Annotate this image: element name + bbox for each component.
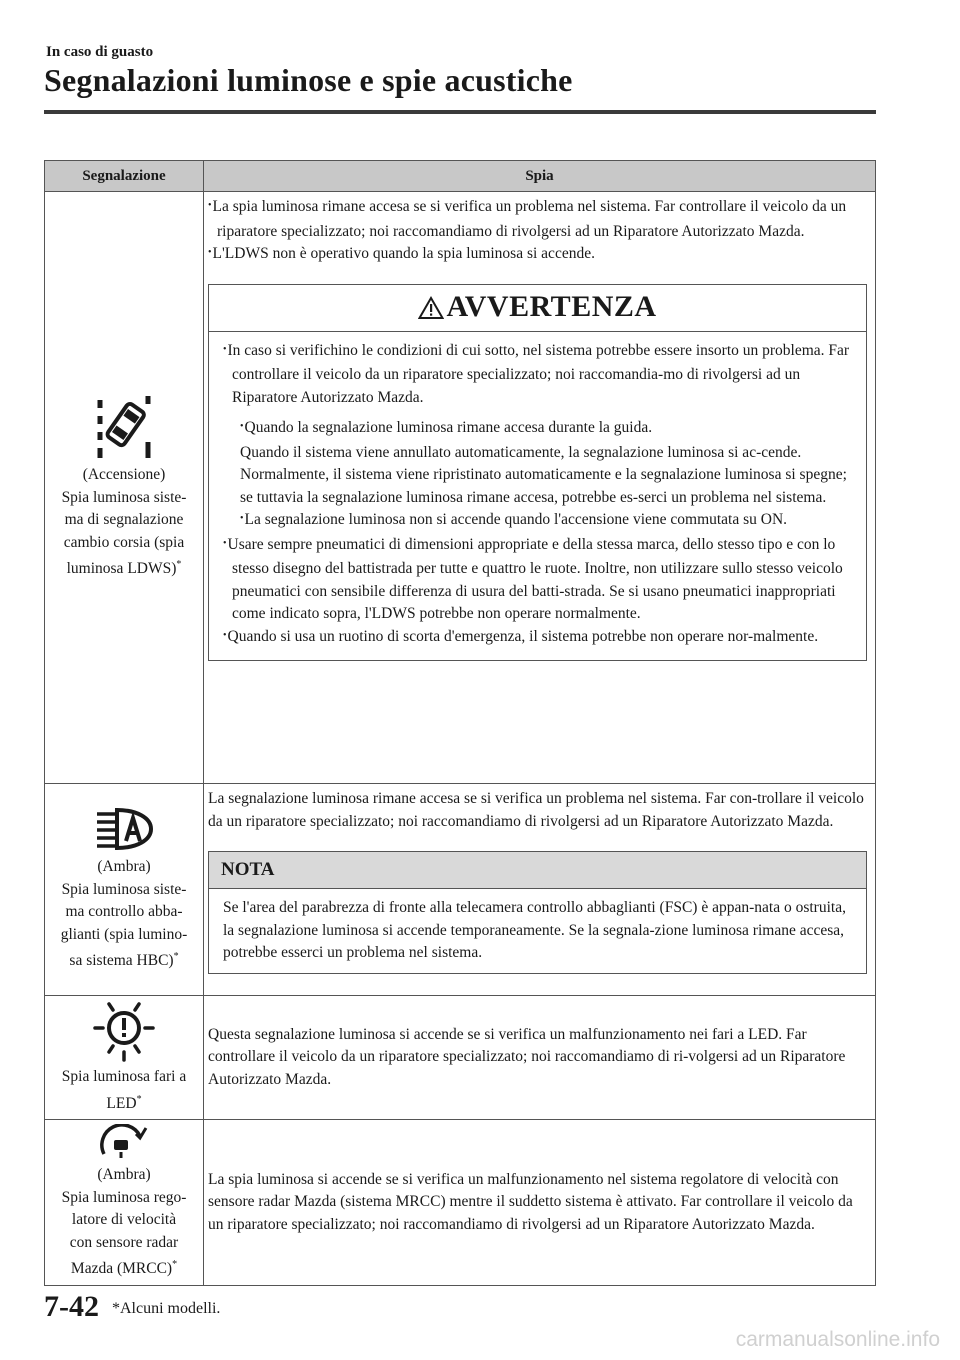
table-row bbox=[45, 192, 876, 784]
radar-cruise-control-icon bbox=[100, 1124, 148, 1160]
watermark: carmanualsonline.info bbox=[735, 1328, 940, 1351]
signal-label bbox=[47, 1164, 201, 1281]
signal-line: Spia luminosa fari a bbox=[61, 1068, 187, 1085]
description-cell bbox=[204, 784, 876, 996]
signal-cell bbox=[45, 192, 204, 784]
signal-line: luminosa LDWS) bbox=[66, 560, 177, 578]
signal-cell bbox=[45, 996, 204, 1120]
signal-label bbox=[47, 1066, 201, 1115]
signal-line: Spia luminosa siste- bbox=[61, 488, 187, 506]
signal-label bbox=[47, 856, 201, 973]
high-beam-control-icon bbox=[93, 806, 155, 852]
bullet-text: L'LDWS non è operativo quando la spia luminosa si accende. bbox=[212, 245, 595, 262]
page-title: Segnalazioni luminose e spie acustiche bbox=[44, 62, 573, 98]
description-text: Questa segnalazione luminosa si accende se si verifica un malfunzionamento nei fari a LED. Far controllare il veicolo da un riparatore specializzato; noi raccomandiamo di ri-volgersi ad un Riparatore Autorizzato Mazda. bbox=[208, 1025, 846, 1088]
section-label: In caso di guasto bbox=[46, 44, 154, 60]
bullet-text: Quando si usa un ruotino di scorta d'emergenza, il sistema potrebbe non operare nor-malmente. bbox=[227, 627, 819, 645]
signal-line: cambio corsia (spia bbox=[63, 533, 185, 551]
signal-line: sa sistema HBC) bbox=[69, 952, 174, 970]
note-box bbox=[208, 851, 867, 974]
led-headlight-warning-icon bbox=[91, 1000, 157, 1062]
bullet-item: •Quando si usa un ruotino di scorta d'emergenza, il sistema potrebbe non operare nor-malmente. bbox=[223, 627, 819, 645]
signal-label bbox=[47, 464, 201, 581]
bullet-text: Usare sempre pneumatici di dimensioni appropriate e della stessa marca, dello stesso tipo e con lo stesso disegno del battistrada per tutte e quattro le ruote. Inoltre, non utilizzare sullo stesso veicolo pneumatici con sensibile differenza di usura del batti-strada. Se si usano pneumatici inappropriati come indicato sopra, l'LDWS potrebbe non operare normalmente. bbox=[227, 535, 843, 622]
signal-line: ma di segnalazione bbox=[64, 511, 184, 529]
signal-line: ma controllo abba- bbox=[65, 903, 183, 921]
table-row bbox=[45, 784, 876, 996]
signal-cell bbox=[45, 784, 204, 996]
col-header-spia: Spia bbox=[204, 161, 876, 192]
signal-line: Mazda (MRCC) bbox=[70, 1260, 173, 1278]
signal-line: LED bbox=[106, 1094, 137, 1112]
bullet-text: Quando la segnalazione luminosa rimane accesa durante la guida. bbox=[244, 419, 653, 436]
table-row bbox=[45, 1120, 876, 1286]
page-number: 7-42 bbox=[44, 1290, 99, 1323]
description-cell bbox=[204, 1120, 876, 1286]
title-rule bbox=[44, 110, 876, 114]
asterisk: * bbox=[176, 559, 182, 571]
table-header-row bbox=[45, 161, 876, 192]
description-text: La segnalazione luminosa rimane accesa se si verifica un problema nel sistema. Far con-trollare il veicolo da un riparatore specializzato; noi raccomandiamo di rivolgersi ad un Riparatore Autorizzato Mazda. bbox=[208, 790, 864, 830]
col-header-signal: Segnalazione bbox=[45, 161, 204, 192]
signal-line: glianti (spia lumino- bbox=[60, 925, 188, 943]
signal-line: (Ambra) bbox=[97, 1166, 151, 1184]
bullet-text: In caso si verifichino le condizioni di cui sotto, nel sistema potrebbe essere insorto un problema. Far controllare il veicolo da un riparatore specializzato; noi raccomandia-mo di rivolgersi ad un Riparatore Autorizzato Mazda. bbox=[227, 341, 850, 406]
sub-bullet-item: •Quando la segnalazione luminosa rimane accesa durante la guida. bbox=[240, 419, 653, 436]
signal-line: Spia luminosa siste- bbox=[61, 880, 187, 898]
bullet-text: La spia luminosa rimane accesa se si verifica un problema nel sistema. Far controllare il veicolo da un riparatore specializzato; noi raccomandiamo di rivolgersi ad un Riparatore Autorizzato Mazda. bbox=[212, 198, 847, 240]
sub-bullet-text: Quando il sistema viene annullato automaticamente, la segnalazione luminosa si ac-cende. Normalmente, il sistema viene ripristinato automaticamente e la segnalazione luminosa si spegne; se tuttavia la segnalazione luminosa rimane accesa, potrebbe es-serci un problema nel sistema. bbox=[240, 443, 847, 506]
asterisk: * bbox=[173, 951, 179, 963]
description-cell bbox=[204, 192, 876, 784]
bullet-item: •Usare sempre pneumatici di dimensioni appropriate e della stessa marca, dello stesso tipo e con lo stesso disegno del battistrada per tutte e quattro le ruote. Inoltre, non utilizzare sullo stesso veicolo pneumatici con sensibile differenza di usura del batti-strada. Se si usano pneumatici inappropriati come indicato sopra, l'LDWS potrebbe non operare normalmente. bbox=[223, 535, 843, 622]
bullet-item: •In caso si verifichino le condizioni di cui sotto, nel sistema potrebbe essere insorto un problema. Far controllare il veicolo da un riparatore specializzato; noi raccomandia-mo di rivolgersi ad un Riparatore Autorizzato Mazda. bbox=[223, 341, 850, 406]
lane-departure-warning-icon bbox=[94, 394, 154, 460]
bullet-item: •La spia luminosa rimane accesa se si verifica un problema nel sistema. Far controllare il veicolo da un riparatore specializzato; noi raccomandiamo di rivolgersi ad un Riparatore Autorizzato Mazda. bbox=[208, 198, 847, 240]
description-cell bbox=[204, 996, 876, 1120]
signal-cell bbox=[45, 1120, 204, 1286]
warning-lights-table bbox=[44, 160, 876, 1286]
asterisk: * bbox=[172, 1259, 178, 1271]
description-text: La spia luminosa si accende se si verifica un malfunzionamento nel sistema regolatore di velocità con sensore radar Mazda (sistema MRCC) mentre il suddetto sistema è attivato. Far controllare il veicolo da un riparatore specializzato; noi raccomandiamo di rivolgersi ad un Riparatore Autorizzato Mazda. bbox=[208, 1170, 853, 1233]
signal-line: con sensore radar bbox=[69, 1233, 179, 1251]
signal-line: latore di velocità bbox=[71, 1211, 177, 1229]
warning-body bbox=[209, 332, 866, 661]
asterisk: * bbox=[136, 1093, 142, 1105]
signal-line: (Ambra) bbox=[97, 858, 151, 876]
sub-bullet-item: •La segnalazione luminosa non si accende quando l'accensione viene commutata su ON. bbox=[240, 511, 788, 528]
note-title: NOTA bbox=[221, 858, 275, 880]
signal-line: Spia luminosa rego- bbox=[61, 1188, 187, 1206]
warning-box bbox=[208, 284, 867, 662]
warning-header bbox=[209, 285, 866, 332]
signal-line: (Accensione) bbox=[82, 466, 166, 484]
warning-triangle-icon bbox=[418, 296, 444, 320]
table-row bbox=[45, 996, 876, 1120]
bullet-item: •L'LDWS non è operativo quando la spia luminosa si accende. bbox=[208, 245, 595, 262]
footnote: *Alcuni modelli. bbox=[112, 1300, 221, 1317]
bullet-text: La segnalazione luminosa non si accende quando l'accensione viene commutata su ON. bbox=[244, 511, 788, 528]
warning-title: AVVERTENZA bbox=[446, 290, 657, 324]
note-header bbox=[209, 852, 866, 889]
note-text: Se l'area del parabrezza di fronte alla telecamera controllo abbaglianti (FSC) è appan-nata o ostruita, la segnalazione luminosa si accende temporaneamente. Se la segnala-zione luminosa rimane accesa, potrebbe esserci un problema nel sistema. bbox=[223, 899, 846, 961]
